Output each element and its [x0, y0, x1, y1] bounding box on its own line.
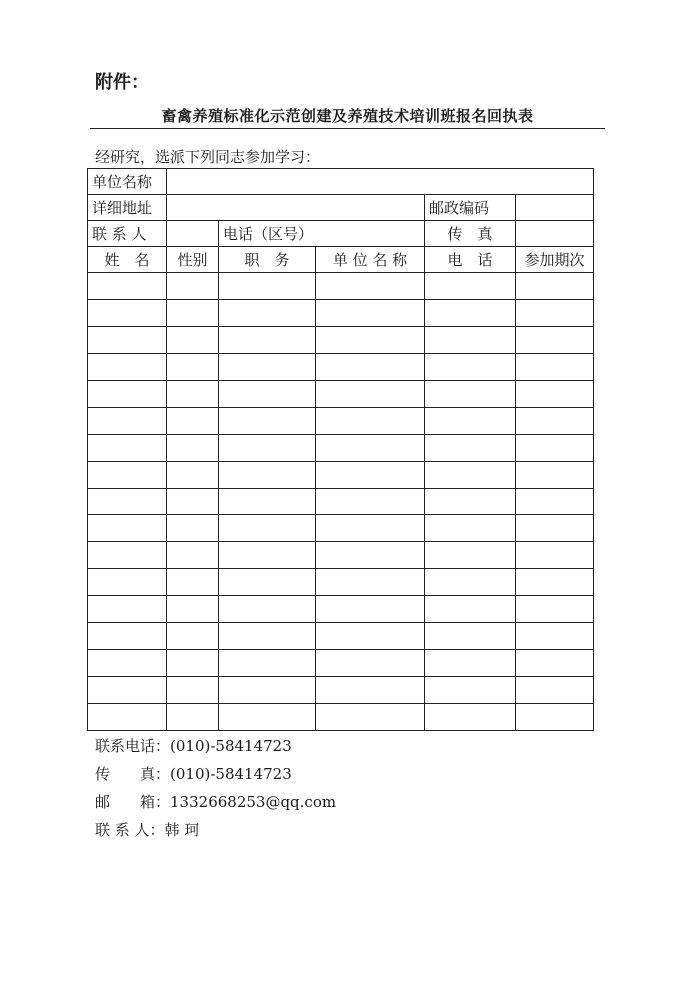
participant-row	[88, 353, 594, 380]
address-row	[88, 195, 594, 221]
participant-row	[88, 380, 594, 407]
col-unit-header: 单 位 名 称	[316, 247, 425, 273]
participant-cell[interactable]	[516, 380, 594, 407]
participant-cell[interactable]	[516, 542, 594, 569]
participant-cell[interactable]	[316, 542, 425, 569]
participant-cell[interactable]	[425, 353, 516, 380]
address-field[interactable]	[167, 195, 425, 221]
participant-cell[interactable]	[88, 326, 167, 353]
contact-row	[88, 221, 594, 247]
participant-cell[interactable]	[219, 353, 316, 380]
participant-cell[interactable]	[316, 650, 425, 677]
postcode-field[interactable]	[516, 195, 594, 221]
participant-cell[interactable]	[88, 623, 167, 650]
participant-cell[interactable]	[88, 677, 167, 704]
participant-cell[interactable]	[516, 353, 594, 380]
footer-contact-label: 联 系 人：	[95, 821, 165, 839]
participant-cell[interactable]	[167, 650, 219, 677]
contact-label: 联 系 人	[88, 221, 167, 247]
participant-cell[interactable]	[219, 677, 316, 704]
participant-cell[interactable]	[219, 596, 316, 623]
participant-cell[interactable]	[425, 623, 516, 650]
col-session-header: 参加期次	[516, 247, 594, 273]
footer-email-value[interactable]: 1332668253@qq.com	[170, 793, 337, 811]
participant-cell[interactable]	[167, 273, 219, 300]
col-phone-header: 电 话	[425, 247, 516, 273]
participant-cell[interactable]	[425, 704, 516, 731]
participant-cell[interactable]	[425, 273, 516, 300]
participant-cell[interactable]	[516, 461, 594, 488]
unit-name-label: 单位名称	[88, 169, 167, 195]
participant-cell[interactable]	[316, 623, 425, 650]
participant-cell[interactable]	[425, 596, 516, 623]
participant-cell[interactable]	[316, 569, 425, 596]
participant-cell[interactable]	[219, 569, 316, 596]
participant-cell[interactable]	[167, 596, 219, 623]
participant-cell[interactable]	[219, 326, 316, 353]
footer-phone-line	[95, 735, 292, 756]
participant-row	[88, 461, 594, 488]
col-gender-header: 性别	[167, 247, 219, 273]
participant-cell[interactable]	[425, 542, 516, 569]
form-title: 畜禽养殖标准化示范创建及养殖技术培训班报名回执表	[161, 107, 534, 125]
participant-cell[interactable]	[316, 407, 425, 434]
participant-cell[interactable]	[516, 273, 594, 300]
footer-contact-value: 韩 珂	[164, 821, 200, 839]
participant-cell[interactable]	[516, 704, 594, 731]
participant-cell[interactable]	[425, 569, 516, 596]
participant-cell[interactable]	[88, 273, 167, 300]
participant-cell[interactable]	[425, 407, 516, 434]
column-header-row	[88, 247, 594, 273]
participant-cell[interactable]	[425, 650, 516, 677]
participant-cell[interactable]	[167, 434, 219, 461]
participant-cell[interactable]	[516, 650, 594, 677]
col-position-header: 职 务	[219, 247, 316, 273]
participant-cell[interactable]	[219, 380, 316, 407]
participant-cell[interactable]	[167, 515, 219, 542]
participant-cell[interactable]	[88, 488, 167, 515]
participant-row	[88, 542, 594, 569]
footer-phone-label: 联系电话：	[95, 737, 171, 755]
participant-cell[interactable]	[316, 515, 425, 542]
participant-row	[88, 677, 594, 704]
fax-field[interactable]	[516, 221, 594, 247]
participant-cell[interactable]	[88, 650, 167, 677]
participant-row	[88, 596, 594, 623]
participant-cell[interactable]	[167, 380, 219, 407]
participant-cell[interactable]	[219, 461, 316, 488]
participant-cell[interactable]	[425, 434, 516, 461]
participant-cell[interactable]	[219, 650, 316, 677]
participant-cell[interactable]	[516, 299, 594, 326]
participant-cell[interactable]	[88, 569, 167, 596]
participant-cell[interactable]	[219, 299, 316, 326]
participant-cell[interactable]	[167, 542, 219, 569]
unit-name-field[interactable]	[167, 169, 594, 195]
footer-fax-value: (010)-58414723	[170, 765, 292, 783]
participant-row	[88, 569, 594, 596]
participant-cell[interactable]	[316, 353, 425, 380]
footer-fax-line	[95, 763, 292, 784]
address-label: 详细地址	[88, 195, 167, 221]
participant-cell[interactable]	[219, 488, 316, 515]
participant-row	[88, 434, 594, 461]
footer-phone-value: (010)-58414723	[170, 737, 292, 755]
participant-row	[88, 623, 594, 650]
participant-cell[interactable]	[88, 704, 167, 731]
participant-cell[interactable]	[516, 515, 594, 542]
participant-cell[interactable]	[167, 353, 219, 380]
participant-cell[interactable]	[88, 380, 167, 407]
participant-cell[interactable]	[425, 299, 516, 326]
participant-cell[interactable]	[167, 488, 219, 515]
participant-cell[interactable]	[316, 704, 425, 731]
col-name-header: 姓 名	[88, 247, 167, 273]
intro-text: 经研究，选派下列同志参加学习：	[95, 148, 321, 166]
participant-cell[interactable]	[516, 434, 594, 461]
participant-cell[interactable]	[425, 488, 516, 515]
participant-cell[interactable]	[219, 515, 316, 542]
participant-cell[interactable]	[167, 677, 219, 704]
participant-cell[interactable]	[316, 461, 425, 488]
fax-label: 传 真	[425, 221, 516, 247]
contact-field[interactable]	[167, 221, 219, 247]
footer-contact-line	[95, 819, 199, 840]
participant-row	[88, 299, 594, 326]
participant-cell[interactable]	[167, 569, 219, 596]
participant-cell[interactable]	[516, 488, 594, 515]
participant-cell[interactable]	[88, 515, 167, 542]
registration-form-table	[87, 168, 594, 731]
footer-fax-label: 传 真：	[95, 765, 171, 783]
participant-row	[88, 704, 594, 731]
participant-cell[interactable]	[516, 326, 594, 353]
participant-cell[interactable]	[425, 380, 516, 407]
participant-cell[interactable]	[425, 326, 516, 353]
participant-cell[interactable]	[316, 596, 425, 623]
participant-cell[interactable]	[219, 623, 316, 650]
participant-cell[interactable]	[516, 596, 594, 623]
unit-name-row	[88, 169, 594, 195]
participant-cell[interactable]	[316, 299, 425, 326]
participant-row	[88, 515, 594, 542]
participant-cell[interactable]	[167, 326, 219, 353]
participant-cell[interactable]	[316, 380, 425, 407]
attachment-label: 附件：	[95, 72, 149, 93]
participant-cell[interactable]	[316, 434, 425, 461]
participant-cell[interactable]	[316, 677, 425, 704]
title-underline	[90, 128, 605, 129]
footer-email-line	[95, 791, 336, 812]
participant-row	[88, 273, 594, 300]
footer-email-label: 邮 箱：	[95, 793, 171, 811]
participant-row	[88, 650, 594, 677]
participant-cell[interactable]	[219, 407, 316, 434]
participant-cell[interactable]	[316, 488, 425, 515]
participant-cell[interactable]	[516, 407, 594, 434]
participant-cell[interactable]	[88, 407, 167, 434]
participant-cell[interactable]	[88, 434, 167, 461]
participant-row	[88, 326, 594, 353]
participant-cell[interactable]	[425, 461, 516, 488]
participant-cell[interactable]	[88, 596, 167, 623]
participant-cell[interactable]	[88, 299, 167, 326]
participant-cell[interactable]	[219, 434, 316, 461]
postcode-label: 邮政编码	[425, 195, 516, 221]
participant-cell[interactable]	[219, 542, 316, 569]
participant-cell[interactable]	[88, 353, 167, 380]
participant-cell[interactable]	[516, 677, 594, 704]
participant-cell[interactable]	[219, 273, 316, 300]
participant-cell[interactable]	[167, 299, 219, 326]
participant-cell[interactable]	[219, 704, 316, 731]
participant-cell[interactable]	[425, 515, 516, 542]
participant-row	[88, 488, 594, 515]
participant-cell[interactable]	[88, 461, 167, 488]
participant-cell[interactable]	[316, 326, 425, 353]
participant-cell[interactable]	[167, 461, 219, 488]
participant-cell[interactable]	[516, 623, 594, 650]
participant-cell[interactable]	[316, 273, 425, 300]
participant-cell[interactable]	[167, 623, 219, 650]
participant-cell[interactable]	[88, 542, 167, 569]
participant-cell[interactable]	[516, 569, 594, 596]
participant-cell[interactable]	[167, 407, 219, 434]
participant-row	[88, 407, 594, 434]
participant-cell[interactable]	[167, 704, 219, 731]
phone-area-label: 电话（区号）	[219, 221, 425, 247]
participant-cell[interactable]	[425, 677, 516, 704]
